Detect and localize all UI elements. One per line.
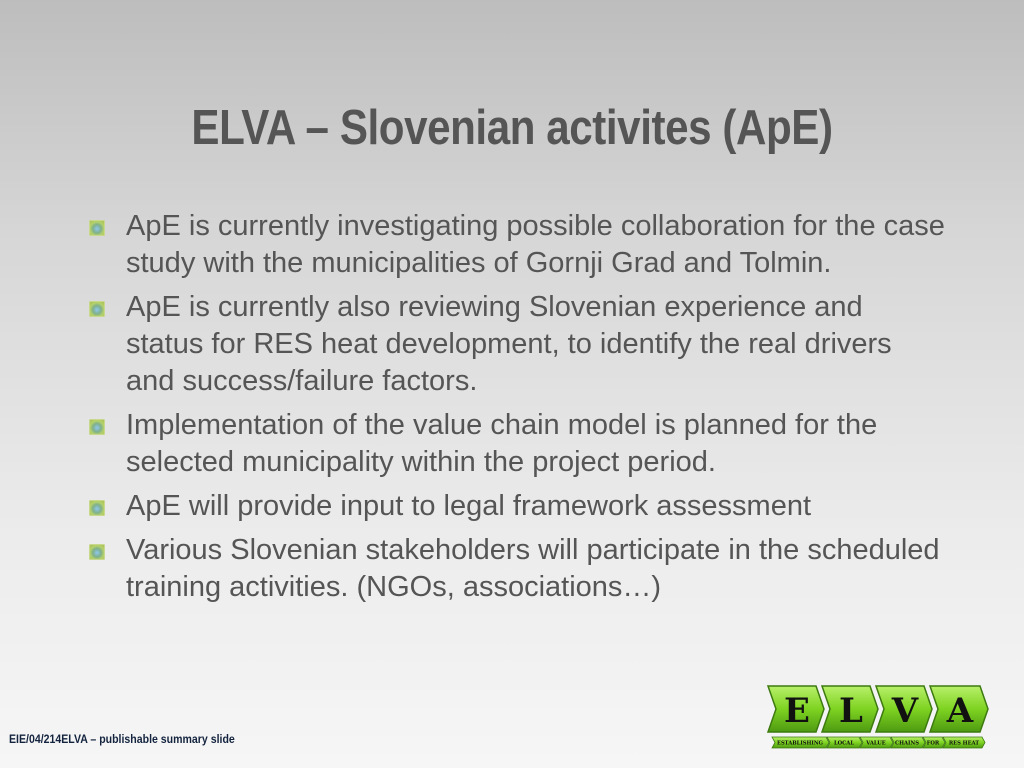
bullet-item (88, 488, 948, 525)
bullet-text: Various Slovenian stakeholders will participate in the scheduled training activities. (NGOs, associations…) (126, 534, 940, 603)
bullet-icon (89, 544, 105, 560)
bullet-item (88, 532, 948, 606)
logo-tagline-word: CHAINS (895, 740, 919, 747)
bullet-text: ApE will provide input to legal framework assessment (126, 490, 812, 522)
bullet-icon (89, 419, 105, 435)
logo-tagline-word: LOCAL (834, 740, 854, 747)
bullet-icon (89, 301, 105, 317)
bullet-text: Implementation of the value chain model is planned for the selected municipality within the project period. (126, 409, 878, 478)
logo-tagline-word: VALUE (866, 740, 886, 747)
logo-tagline-word: FOR (926, 740, 940, 747)
logo-letter-e: E (784, 691, 810, 731)
bullet-list (88, 208, 948, 613)
footer-text: EIE/04/214ELVA – publishable summary slide (9, 732, 235, 746)
bullet-text: ApE is currently also reviewing Slovenian experience and status for RES heat development, to identify the real drivers and success/failure factors. (126, 291, 892, 397)
bullet-item (88, 289, 948, 400)
bullet-item (88, 407, 948, 481)
bullet-icon (89, 500, 105, 516)
slide-title: ELVA – Slovenian activites (ApE) (191, 101, 833, 155)
logo-letter-a: A (946, 691, 974, 731)
logo-letter-v: V (891, 691, 919, 731)
logo-letter-l: L (839, 691, 863, 731)
bullet-text: ApE is currently investigating possible collaboration for the case study with the municipalities of Gornji Grad and Tolmin. (126, 210, 945, 279)
logo-tagline-word: RES HEAT (948, 740, 980, 747)
bullet-item (88, 208, 948, 282)
bullet-icon (89, 220, 105, 236)
elva-logo (766, 684, 990, 750)
logo-tagline-word: ESTABLISHING (776, 740, 824, 747)
